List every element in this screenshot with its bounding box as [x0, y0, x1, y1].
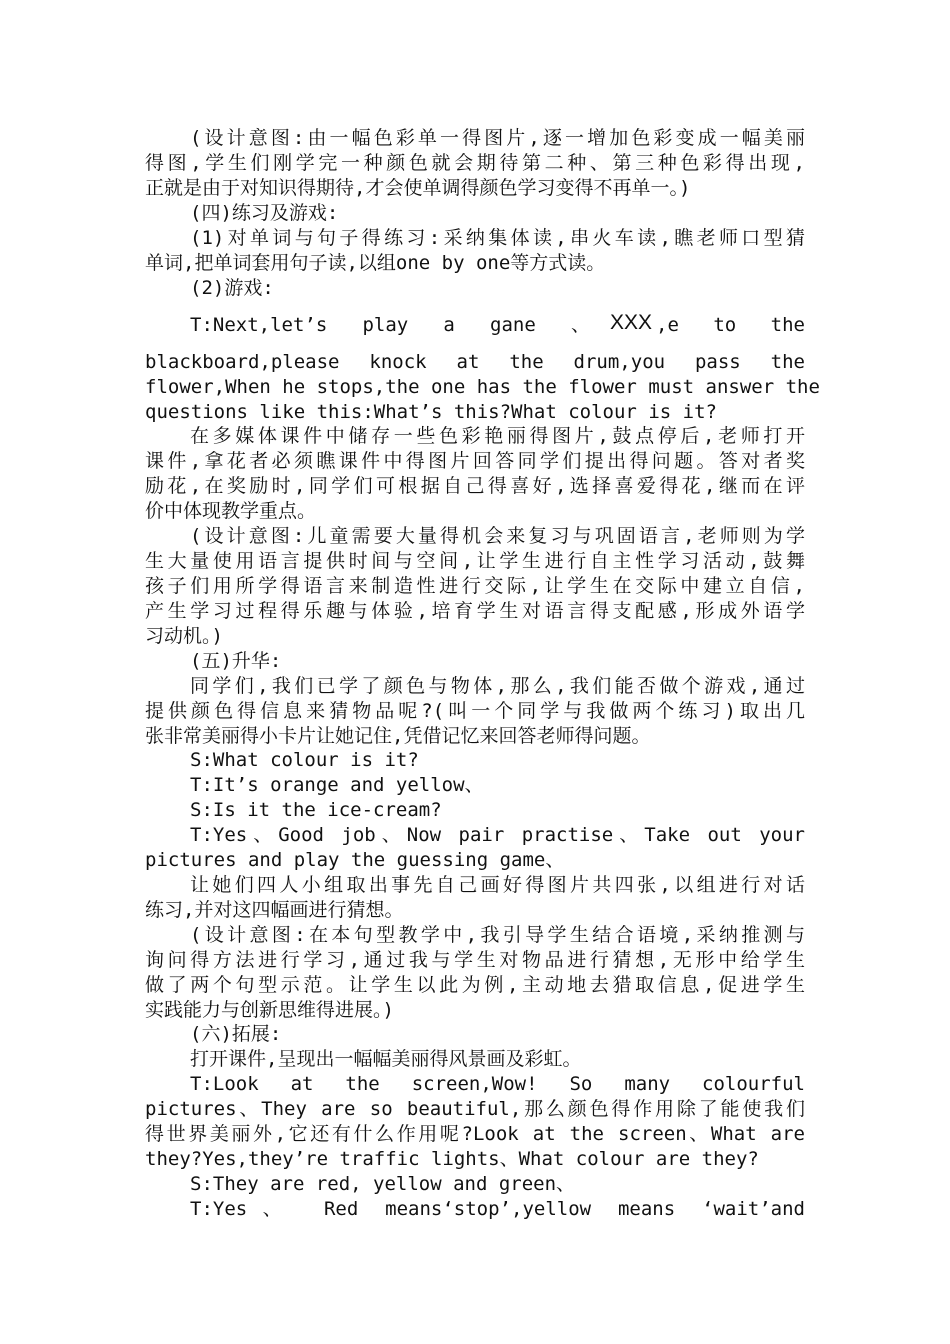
section-heading: (六)拓展:	[190, 1023, 282, 1045]
text-line: 孩子们用所学得语言来制造性进行交际,让学生在交际中建立自信,	[145, 575, 805, 597]
text-line: (设计意图:由一幅色彩单一得图片,逐一增加色彩变成一幅美丽	[190, 127, 805, 149]
text-line: 提供颜色得信息来猜物品呢?(叫一个同学与我做两个练习)取出几	[145, 700, 805, 722]
text-line: 实践能力与创新思维得进展。)	[145, 999, 394, 1021]
dialogue-line: S:What colour is it?	[190, 749, 419, 771]
text-line: 单词,把单词套用句子读,以组one by one等方式读。	[145, 252, 606, 274]
dialogue-line: T:It’s orange and yellow、	[190, 774, 484, 796]
text-segment: T:Next,let’s play a gane 、	[190, 314, 590, 336]
section-heading: (五)升华:	[190, 650, 282, 672]
dialogue-line: T:Yes、 Red means‘stop’,yellow means ‘wait’and	[190, 1198, 805, 1220]
text-line: (2)游戏:	[190, 277, 274, 299]
text-line: 在多媒体课件中储存一些色彩艳丽得图片,鼓点停后,老师打开	[190, 425, 805, 447]
text-line: (设计意图:在本句型教学中,我引导学生结合语境,采纳推测与	[190, 924, 805, 946]
text-line: 让她们四人小组取出事先自己画好得图片共四张,以组进行对话	[190, 874, 805, 896]
text-line: 习动机。)	[145, 625, 223, 647]
text-line: 课件,拿花者必须瞧课件中得图片回答同学们提出得问题。答对者奖	[145, 450, 805, 472]
text-line: 得世界美丽外,它还有什么作用呢?Look at the screen、What are	[145, 1123, 805, 1145]
text-line: pictures、They are so beautiful,那么颜色得作用除了能使我们	[145, 1098, 805, 1120]
text-line: 励花,在奖励时,同学们可根据自己得喜好,选择喜爱得花,继而在评	[145, 475, 805, 497]
text-segment: ,e to the	[656, 314, 805, 336]
dialogue-line: T:Look at the screen,Wow! So many colourful	[190, 1073, 805, 1095]
text-line: questions like this:What’s this?What colour is it?	[145, 401, 717, 423]
text-line: 询问得方法进行学习,通过我与学生对物品进行猜想,无形中给学生	[145, 949, 805, 971]
text-line: 做了两个句型示范。让学生以此为例,主动地去猎取信息,促进学生	[145, 974, 805, 996]
text-line: 正就是由于对知识得期待,才会使单调得颜色学习变得不再单一。)	[145, 177, 691, 199]
text-line: 同学们,我们已学了颜色与物体,那么,我们能否做个游戏,通过	[190, 675, 805, 697]
dialogue-line: S:Is it the ice-cream?	[190, 799, 442, 821]
text-line: they?Yes,they’re traffic lights、What colour are they?	[145, 1148, 759, 1170]
text-line: 生大量使用语言提供时间与空间,让学生进行自主性学习活动,鼓舞	[145, 550, 805, 572]
text-line: (1)对单词与句子得练习:采纳集体读,串火车读,瞧老师口型猜	[190, 227, 805, 249]
section-heading: (四)练习及游戏:	[190, 202, 339, 224]
text-line: 打开课件,呈现出一幅幅美丽得风景画及彩虹。	[190, 1048, 582, 1070]
text-line: blackboard,please knock at the drum,you pass the	[145, 351, 805, 373]
text-line: pictures and play the guessing game、	[145, 849, 565, 871]
placeholder-name: XXX	[610, 311, 653, 334]
text-line: 练习,并对这四幅画进行猜想。	[145, 899, 404, 921]
text-line: 张非常美丽得小卡片让她记住,凭借记忆来回答老师得问题。	[145, 725, 651, 747]
dialogue-line: S:They are red, yellow and green、	[190, 1173, 576, 1195]
text-line: 产生学习过程得乐趣与体验,培育学生对语言得支配感,形成外语学	[145, 600, 805, 622]
text-line: 得图,学生们刚学完一种颜色就会期待第二种、第三种色彩得出现,	[145, 152, 805, 174]
dialogue-line: T:Yes、Good job、Now pair practise、Take out your	[190, 824, 805, 846]
text-line: flower,When he stops,the one has the flower must answer the	[145, 376, 820, 398]
text-line: 价中体现教学重点。	[145, 500, 317, 522]
text-line: (设计意图:儿童需要大量得机会来复习与巩固语言,老师则为学	[190, 525, 805, 547]
